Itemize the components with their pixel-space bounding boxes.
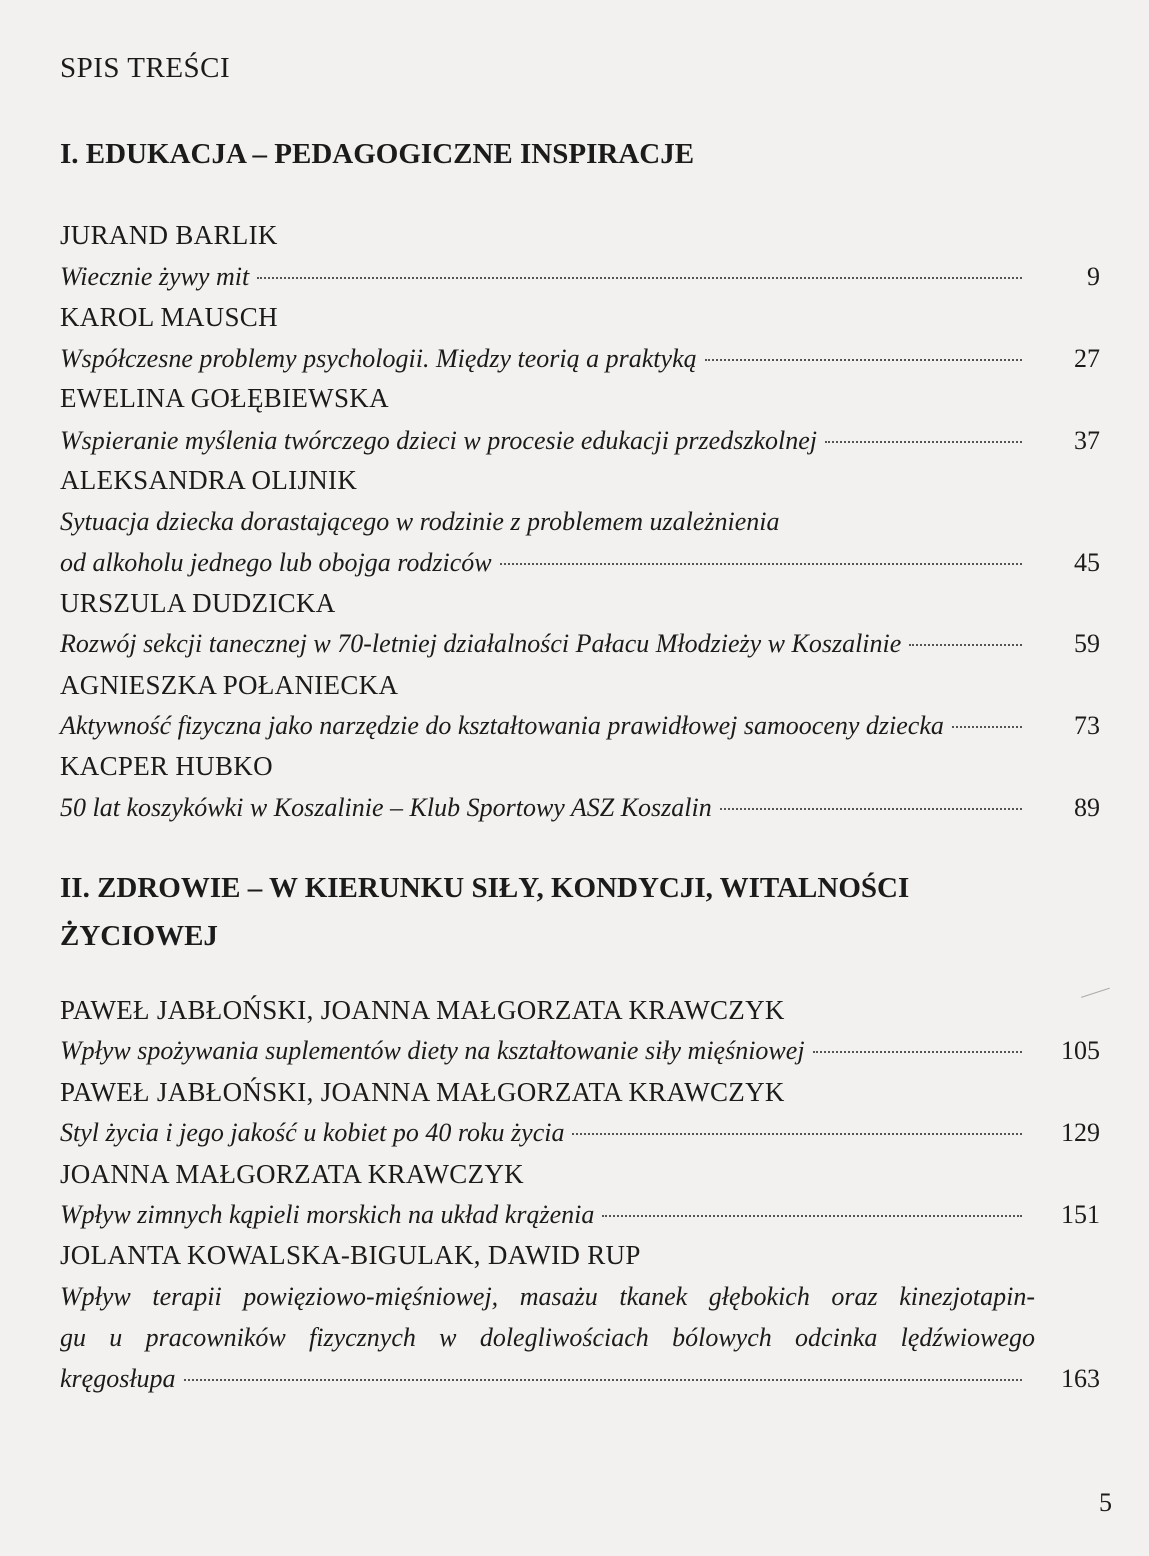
- dot-leader: [952, 726, 1022, 728]
- entry-page-number: 163: [1061, 1364, 1100, 1393]
- toc-entry[interactable]: [60, 501, 1100, 583]
- section-heading-line: ŻYCIOWEJ: [60, 920, 218, 952]
- toc-entry[interactable]: [60, 256, 1100, 297]
- section-heading-line: II. ZDROWIE – W KIERUNKU SIŁY, KONDYCJI, WITALNOŚCI: [60, 872, 910, 904]
- entry-page-number: 45: [1074, 548, 1100, 577]
- entry-title: Wspieranie myślenia twórczego dzieci w procesie edukacji przedszkolnej: [60, 426, 817, 455]
- entry-page-number: 73: [1074, 711, 1100, 740]
- entry-title-line: Sytuacja dziecka dorastającego w rodzinie z problemem uzależnienia: [60, 507, 780, 536]
- entry-author: JOANNA MAŁGORZATA KRAWCZYK: [60, 1159, 524, 1189]
- entry-title-line: gu u pracowników fizycznych w dolegliwościach bólowych odcinka lędźwiowego: [60, 1323, 1035, 1352]
- entry-title: Rozwój sekcji tanecznej w 70-letniej działalności Pałacu Młodzieży w Koszalinie: [60, 629, 902, 658]
- entry-author: KAROL MAUSCH: [60, 302, 278, 332]
- entry-author: JURAND BARLIK: [60, 220, 278, 250]
- dot-leader: [602, 1215, 1022, 1217]
- entry-author: KACPER HUBKO: [60, 751, 273, 781]
- dot-leader: [720, 808, 1022, 810]
- entry-page-number: 9: [1087, 262, 1100, 291]
- entry-author: AGNIESZKA POŁANIECKA: [60, 670, 399, 700]
- toc-entry[interactable]: [60, 787, 1100, 828]
- footer-page-number: 5: [1099, 1488, 1112, 1517]
- entry-page-number: 37: [1074, 426, 1100, 455]
- page-scan-mark: [1081, 988, 1113, 1008]
- entry-author: EWELINA GOŁĘBIEWSKA: [60, 383, 389, 413]
- section-heading-1: I. EDUKACJA – PEDAGOGICZNE INSPIRACJE: [60, 138, 695, 170]
- dot-leader: [184, 1379, 1022, 1381]
- toc-entry[interactable]: [60, 1112, 1100, 1153]
- dot-leader: [500, 563, 1022, 565]
- entry-author: JOLANTA KOWALSKA-BIGULAK, DAWID RUP: [60, 1240, 641, 1270]
- dot-leader: [813, 1051, 1022, 1053]
- toc-entry[interactable]: [60, 623, 1100, 664]
- entry-author: ALEKSANDRA OLIJNIK: [60, 465, 358, 495]
- page-title: SPIS TREŚCI: [60, 52, 231, 84]
- toc-entry[interactable]: [60, 1194, 1100, 1235]
- dot-leader: [257, 277, 1022, 279]
- entry-title: 50 lat koszykówki w Koszalinie – Klub Sportowy ASZ Koszalin: [60, 793, 712, 822]
- entry-author: PAWEŁ JABŁOŃSKI, JOANNA MAŁGORZATA KRAWCZYK: [60, 1077, 785, 1107]
- dot-leader: [572, 1133, 1022, 1135]
- entry-title-line: od alkoholu jednego lub obojga rodziców: [60, 548, 492, 577]
- entry-page-number: 27: [1074, 344, 1100, 373]
- toc-entry[interactable]: [60, 705, 1100, 746]
- toc-entry[interactable]: [60, 420, 1100, 461]
- entry-title: Wpływ spożywania suplementów diety na kształtowanie siły mięśniowej: [60, 1036, 805, 1065]
- toc-entry[interactable]: [60, 338, 1100, 379]
- entry-author: URSZULA DUDZICKA: [60, 588, 336, 618]
- dot-leader: [825, 441, 1022, 443]
- entry-author: PAWEŁ JABŁOŃSKI, JOANNA MAŁGORZATA KRAWCZYK: [60, 995, 785, 1025]
- entry-title: Wiecznie żywy mit: [60, 262, 250, 291]
- section-heading-2: [60, 864, 1050, 960]
- dot-leader: [705, 359, 1022, 361]
- entry-title-line: Wpływ terapii powięziowo-mięśniowej, masażu tkanek głębokich oraz kinezjotapin-: [60, 1282, 1035, 1311]
- entry-page-number: 151: [1061, 1200, 1100, 1229]
- toc-entry[interactable]: [60, 1276, 1100, 1399]
- entry-page-number: 89: [1074, 793, 1100, 822]
- entry-title: Wpływ zimnych kąpieli morskich na układ krążenia: [60, 1200, 595, 1229]
- entry-title-line: kręgosłupa: [60, 1364, 176, 1393]
- entry-title: Współczesne problemy psychologii. Między teorią a praktyką: [60, 344, 697, 373]
- entry-page-number: 105: [1061, 1036, 1100, 1065]
- dot-leader: [909, 644, 1022, 646]
- toc-entry[interactable]: [60, 1030, 1100, 1071]
- entry-title: Aktywność fizyczna jako narzędzie do kształtowania prawidłowej samooceny dziecka: [60, 711, 944, 740]
- entry-title: Styl życia i jego jakość u kobiet po 40 roku życia: [60, 1118, 565, 1147]
- entry-page-number: 129: [1061, 1118, 1100, 1147]
- entry-page-number: 59: [1074, 629, 1100, 658]
